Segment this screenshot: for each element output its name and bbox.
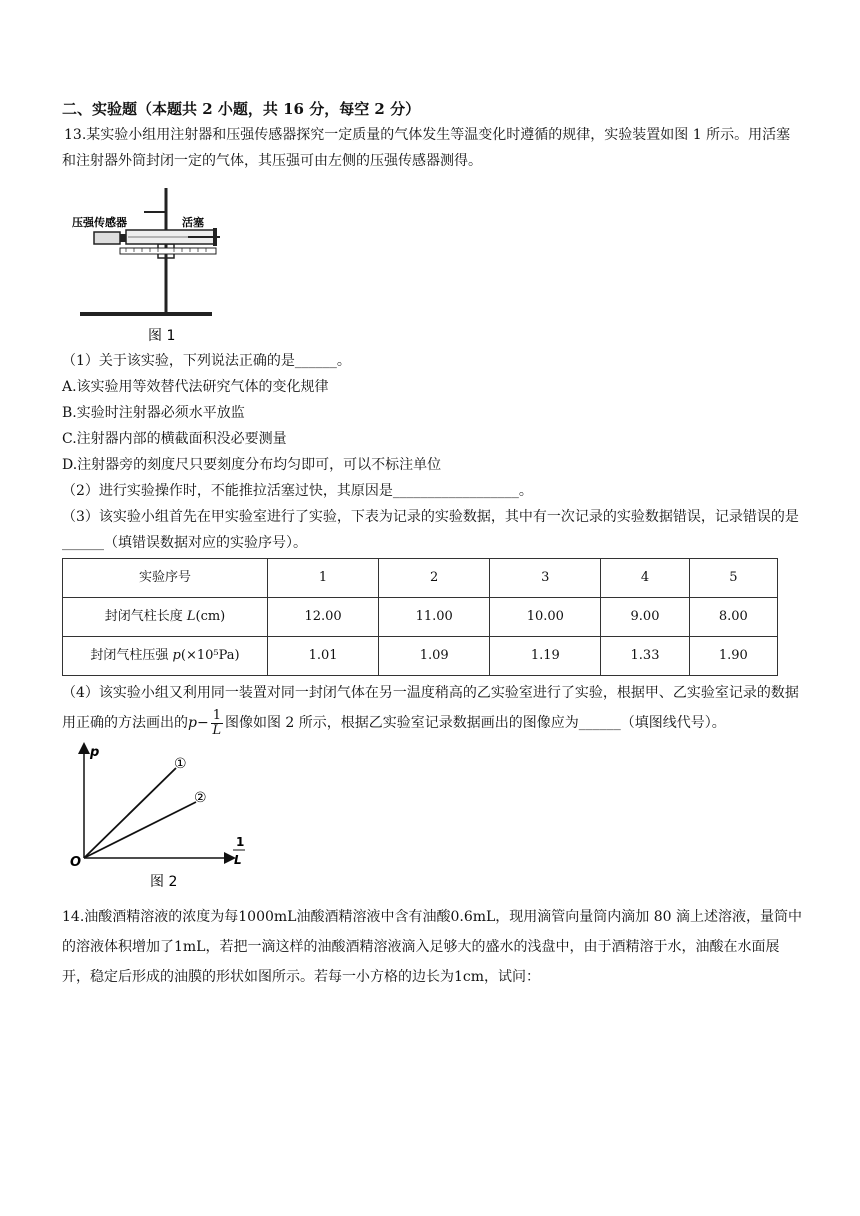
part4-text-b: 图像如图 2 所示，根据乙实验室记录数据画出的图像应为______（填图线代号）。 bbox=[224, 715, 726, 731]
line-1 bbox=[84, 768, 176, 858]
figure-1-caption: 图 1 bbox=[148, 328, 176, 344]
origin-label: O bbox=[70, 855, 82, 870]
q14-text: 14.油酸酒精溶液的浓度为每1000mL油酸酒精溶液中含有油酸0.6mL，现用滴管向量筒内滴加 80 滴上述溶液，量筒中的溶液体积增加了1mL，若把一滴这样的油酸酒精溶液滴入足够大的盛水的浅盘中，由于酒精溶于水，油酸在水面展开，稳定后形成的油膜的形状如图所示。若每一小方格的边长为1cm，试问： bbox=[62, 909, 803, 985]
option-a: A.该实验用等效替代法研究气体的变化规律 bbox=[62, 379, 329, 395]
q13-part1: （1）关于该实验，下列说法正确的是______。 bbox=[62, 353, 351, 369]
part4-text-a: （4）该实验小组又利用同一装置对同一封闭气体在另一温度稍高的乙实验室进行了实验，根据甲、乙实验室记录的数据用正确的方法画出的 bbox=[62, 685, 799, 731]
line-1-label: ① bbox=[174, 756, 187, 772]
option-b: B.实验时注射器必须水平放监 bbox=[62, 405, 245, 421]
label-pressure-sensor: 压强传感器 bbox=[72, 216, 127, 229]
x-axis-label-num: 1 bbox=[236, 835, 245, 849]
table-cell: 1.09 bbox=[379, 637, 490, 676]
part4-p: p bbox=[188, 715, 197, 731]
table-cell: 9.00 bbox=[601, 598, 689, 637]
table-cell: 3 bbox=[490, 559, 601, 598]
table-cell: 1.90 bbox=[689, 637, 777, 676]
length-var: L bbox=[186, 609, 196, 624]
fraction-1-over-l bbox=[211, 709, 223, 738]
label-piston: 活塞 bbox=[182, 216, 204, 229]
table-cell: 12.00 bbox=[268, 598, 379, 637]
table-cell: 11.00 bbox=[379, 598, 490, 637]
pressure-var: p bbox=[172, 648, 181, 663]
length-unit: (cm) bbox=[195, 609, 226, 624]
table-cell: 8.00 bbox=[689, 598, 777, 637]
pressure-unit: (×10⁵Pa) bbox=[180, 648, 240, 663]
table-row bbox=[63, 598, 778, 637]
table-cell: 1.19 bbox=[490, 637, 601, 676]
length-label-text: 封闭气柱长度 bbox=[104, 609, 187, 624]
fraction-numerator: 1 bbox=[212, 707, 221, 723]
pressure-label-text: 封闭气柱压强 bbox=[90, 648, 173, 663]
option-d: D.注射器旁的刻度尺只要刻度分布均匀即可，可以不标注单位 bbox=[62, 457, 442, 473]
q13-part2: （2）进行实验操作时，不能推拉活塞过快，其原因是__________________。 bbox=[62, 483, 533, 499]
line-2-label: ② bbox=[194, 790, 207, 806]
section-title: 二、实验题（本题共 2 小题，共 16 分，每空 2 分） bbox=[62, 100, 421, 118]
exam-page bbox=[62, 96, 802, 992]
table-cell: 1.01 bbox=[268, 637, 379, 676]
header-length bbox=[63, 598, 268, 637]
table-cell: 10.00 bbox=[490, 598, 601, 637]
figure-2-graph bbox=[70, 742, 250, 892]
table-row bbox=[63, 559, 778, 598]
table-cell: 1 bbox=[268, 559, 379, 598]
header-pressure bbox=[63, 637, 268, 676]
table-cell: 5 bbox=[689, 559, 777, 598]
data-table bbox=[62, 558, 778, 676]
table-cell: 4 bbox=[601, 559, 689, 598]
q13-part4 bbox=[62, 678, 802, 738]
figure-1-apparatus bbox=[70, 186, 220, 346]
table-cell: 2 bbox=[379, 559, 490, 598]
y-axis-label: p bbox=[90, 745, 100, 760]
x-axis-label-den: L bbox=[234, 853, 242, 867]
line-2 bbox=[84, 802, 196, 858]
q13-intro: 13.某实验小组用注射器和压强传感器探究一定质量的气体发生等温变化时遵循的规律，实验装置如图 1 所示。用活塞和注射器外筒封闭一定的气体，其压强可由左侧的压强传感器测得。 bbox=[62, 127, 791, 169]
part4-minus: − bbox=[196, 715, 209, 731]
q13-part3: （3）该实验小组首先在甲实验室进行了实验，下表为记录的实验数据，其中有一次记录的实验数据错误，记录错误的是______（填错误数据对应的实验序号）。 bbox=[62, 509, 799, 551]
p-vs-inverse-l-graph bbox=[70, 742, 250, 892]
figure-2-caption: 图 2 bbox=[150, 874, 178, 890]
table-row bbox=[63, 637, 778, 676]
fraction-denominator: L bbox=[212, 722, 222, 738]
option-c: C.注射器内部的横截面积没必要测量 bbox=[62, 431, 287, 447]
table-cell: 1.33 bbox=[601, 637, 689, 676]
apparatus-drawing bbox=[70, 186, 220, 346]
header-index: 实验序号 bbox=[63, 559, 268, 598]
